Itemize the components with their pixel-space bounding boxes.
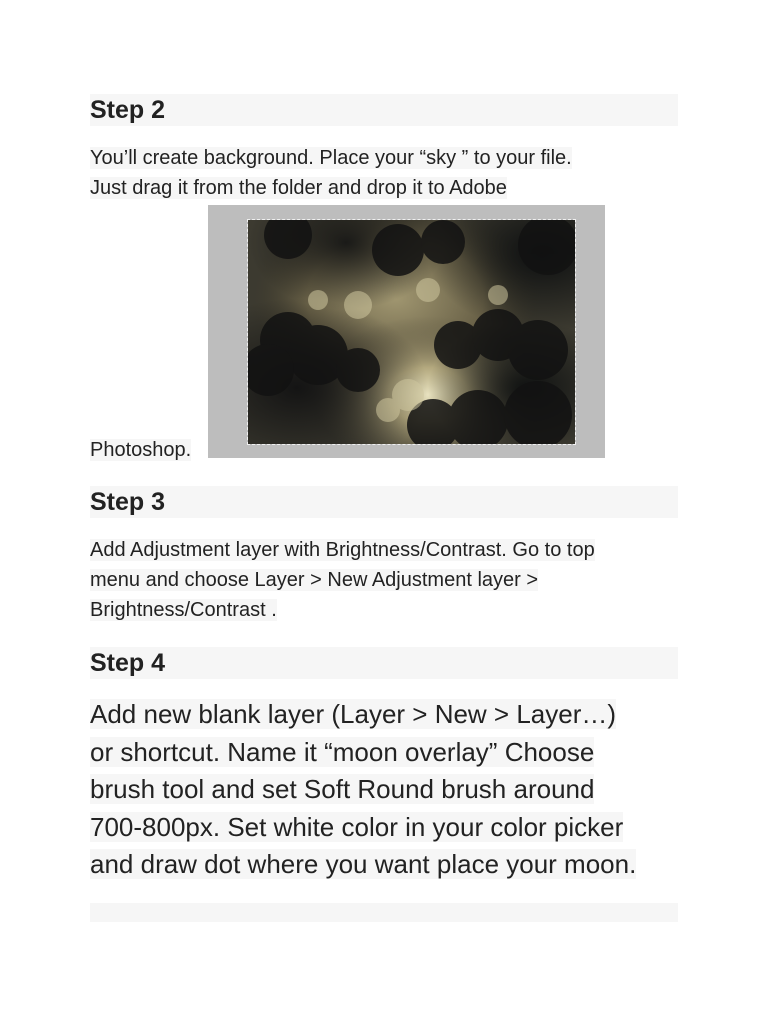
step-2-text xyxy=(90,143,680,203)
step-3-line-1: Add Adjustment layer with Brightness/Contrast. Go to top xyxy=(90,539,595,561)
step-4-line-5: and draw dot where you want place your moon. xyxy=(90,849,637,879)
step-2-line-2: Just drag it from the folder and drop it to Adobe xyxy=(90,177,507,199)
step-3-line-2: menu and choose Layer > New Adjustment layer > xyxy=(90,569,539,591)
step-3-line-3: Brightness/Contrast . xyxy=(90,599,277,621)
step-2-line-3: Photoshop. xyxy=(90,439,192,461)
step-3-heading: Step 3 xyxy=(90,486,678,518)
step-4-heading: Step 4 xyxy=(90,647,678,679)
step-4-line-3: brush tool and set Soft Round brush around xyxy=(90,774,595,804)
section-divider xyxy=(90,903,678,922)
sky-image-frame xyxy=(208,205,605,458)
step-3-text xyxy=(90,535,680,625)
step-4-line-1: Add new blank layer (Layer > New > Layer…) xyxy=(90,699,617,729)
step-4-text xyxy=(90,696,690,884)
step-2-line-1: You’ll create background. Place your “sky ” to your file. xyxy=(90,147,572,169)
step-4-line-4: 700-800px. Set white color in your color picker xyxy=(90,811,624,842)
step-2-heading: Step 2 xyxy=(90,94,678,126)
step-4-line-2: or shortcut. Name it “moon overlay” Choose xyxy=(90,736,595,767)
sky-image xyxy=(248,220,575,444)
